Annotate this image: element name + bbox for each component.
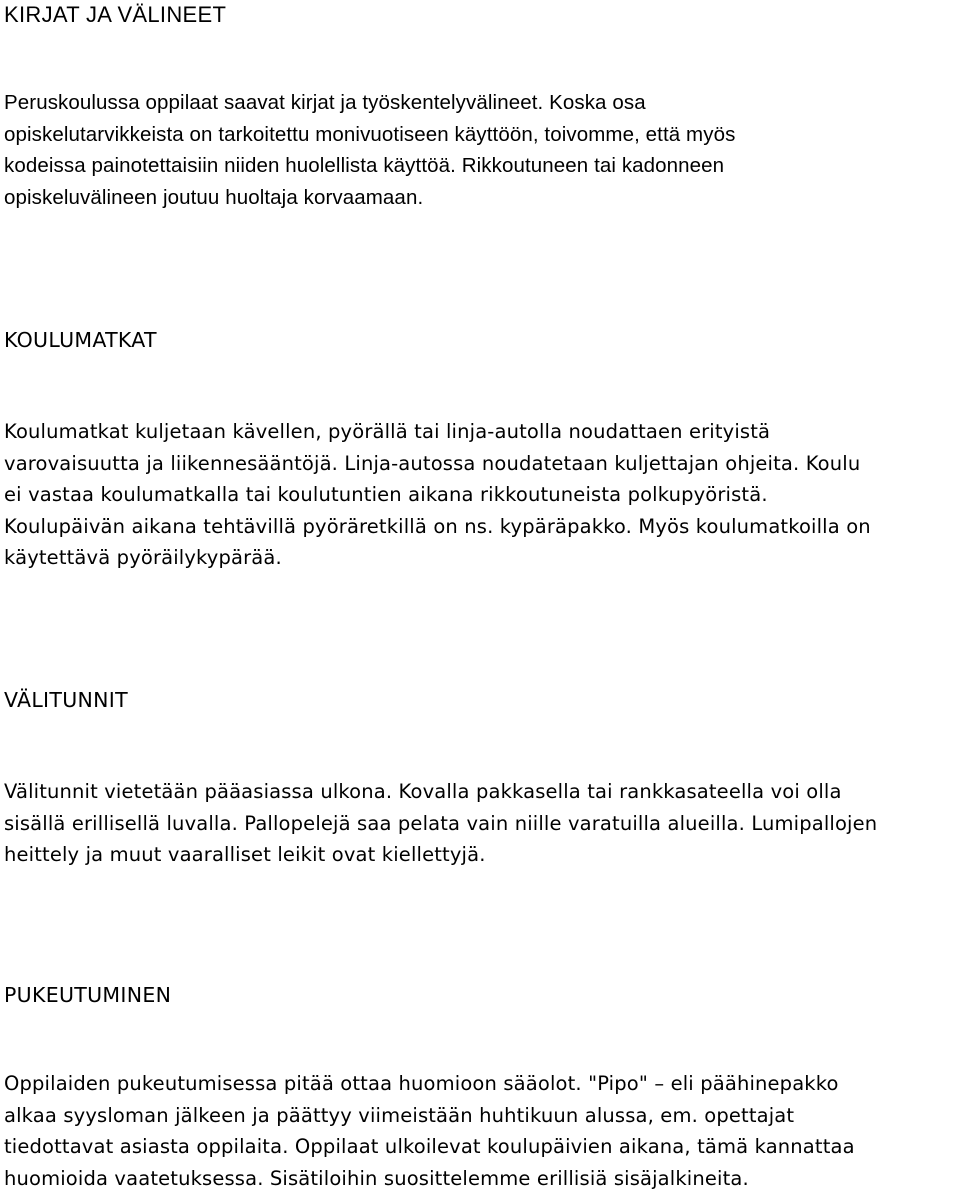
paragraph-line: huomioida vaatetuksessa. Sisätiloihin suosittelemme erillisiä sisäjalkineita.: [4, 1166, 749, 1190]
paragraph-line: alkaa syysloman jälkeen ja päättyy viimeistään huhtikuun alussa, em. opettajat: [4, 1103, 795, 1127]
section-heading: PUKEUTUMINEN: [4, 983, 172, 1007]
section-heading: VÄLITUNNIT: [4, 688, 128, 712]
section-paragraph: [4, 87, 735, 213]
paragraph-line: Koulupäivän aikana tehtävillä pyöräretkillä on ns. kypäräpakko. Myös koulumatkoilla on: [4, 514, 871, 538]
paragraph-line: Koulumatkat kuljetaan kävellen, pyörällä tai linja-autolla noudattaen erityistä: [4, 420, 771, 443]
paragraph-line: Oppilaiden pukeutumisessa pitää ottaa huomioon sääolot. "Pipo" – eli päähinepakko: [4, 1072, 839, 1095]
paragraph-line: Välitunnit vietetään pääasiassa ulkona. Kovalla pakkasella tai rankkasateella voi olla: [4, 780, 842, 803]
paragraph-line: sisällä erillisellä luvalla. Pallopelejä saa pelata vain niille varatuilla alueilla. Lumipallojen: [4, 811, 878, 835]
paragraph-line: opiskelutarvikkeista on tarkoitettu monivuotiseen käyttöön, toivomme, että myös: [4, 122, 736, 146]
paragraph-line: kodeissa painotettaisiin niiden huolellista käyttöä. Rikkoutuneen tai kadonneen: [4, 154, 725, 177]
section-heading: KOULUMATKAT: [4, 328, 157, 352]
paragraph-line: heittely ja muut vaaralliset leikit ovat kiellettyjä.: [4, 843, 486, 867]
section-paragraph: [4, 1068, 855, 1194]
section-paragraph: [4, 776, 877, 871]
paragraph-line: Peruskoulussa oppilaat saavat kirjat ja työskentelyvälineet. Koska osa: [4, 91, 646, 114]
section-paragraph: [4, 416, 871, 574]
paragraph-line: tiedottavat asiasta oppilaita. Oppilaat ulkoilevat koulupäivien aikana, tämä kannattaa: [4, 1135, 855, 1159]
paragraph-line: käytettävä pyöräilykypärää.: [4, 546, 282, 570]
section-heading: KIRJAT JA VÄLINEET: [4, 2, 227, 27]
paragraph-line: opiskeluvälineen joutuu huoltaja korvaamaan.: [4, 185, 424, 209]
paragraph-line: ei vastaa koulumatkalla tai koulutuntien aikana rikkoutuneista polkupyöristä.: [4, 483, 768, 507]
paragraph-line: varovaisuutta ja liikennesääntöjä. Linja-autossa noudatetaan kuljettajan ohjeita. Koulu: [4, 451, 861, 475]
